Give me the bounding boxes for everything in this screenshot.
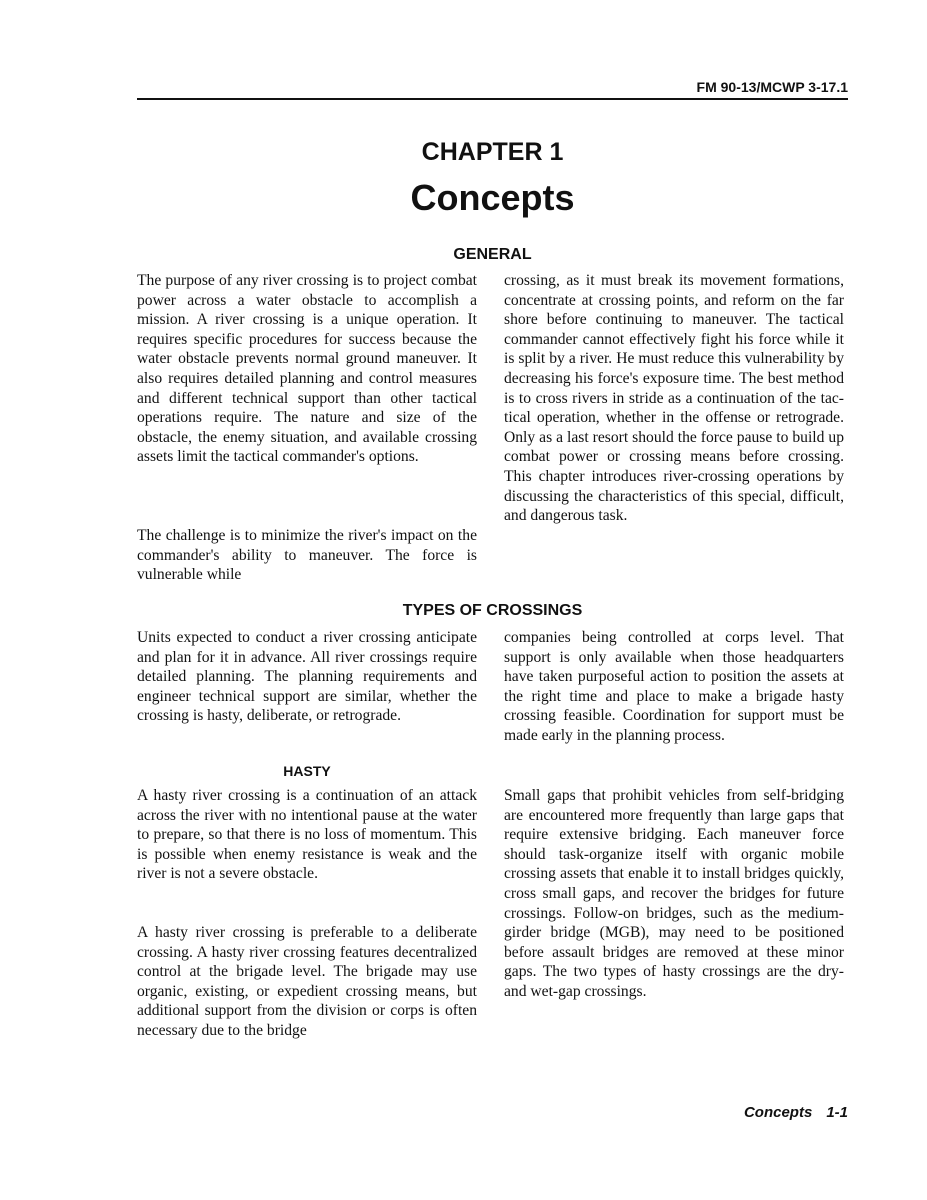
paragraph: A hasty river crossing is a continuation of an attack across the river with no intentional pause at the water to prepare, so that there is no loss of momentum. This is possible when enemy resistance is weak and the river is not a severe obstacle. [137,787,477,883]
footer-section-name: Concepts [743,1104,813,1121]
page-footer [600,1104,848,1122]
paragraph: The challenge is to minimize the river's impact on the commander's ability to maneuver. The force is vulnerable while [137,527,477,584]
chapter-title: Concepts [410,177,575,218]
footer-page-number: 1-1 [826,1104,848,1121]
subsection-heading-hasty: HASTY [283,763,331,779]
chapter-label: CHAPTER 1 [421,138,564,166]
paragraph: Small gaps that prohibit vehicles from self-bridging are encountered more frequently than large gaps that require extensive bridging. Each maneuver force should task-organize itself with organic mobile crossing assets that enable it to install bridges quickly, cross small gaps, and recover the bridges for future crossings. Follow-on bridges, such as the medium-girder bridge (MGB), may need to be positioned before assault bridges are removed at these minor gaps. The two types of hasty crossings are the dry- and wet-gap crossings. [504,787,844,1000]
paragraph: crossing, as it must break its movement formations, concentrate at crossing points, and reform on the far shore before continuing to maneuver. The tactical commander cannot effectively fight his force while it is split by a river. He must reduce this vulnerability by decreasing his force's exposure time. The best method is to cross rivers in stride as a continuation of the tactical operation, whether in the offense or retrograde. Only as a last resort should the force pause to build up combat power or crossing means before crossing. This chapter introduces river-crossing operations by discussing the characteristics of this special, difficult, and dangerous task. [504,272,844,525]
header-rule [137,98,848,100]
section-heading-general: GENERAL [453,246,532,263]
paragraph: companies being controlled at corps level. That support is only available when those headquarters have taken purposeful action to position the assets at the right time and place to make a brigade hasty crossing feasible. Coordination for support must be made early in the planning process. [504,629,844,744]
paragraph: A hasty river crossing is preferable to a deliberate crossing. A hasty river crossing features decentralized control at the brigade level. The brigade may use organic, existing, or expedient crossing means, but additional support from the division or corps is often necessary due to the bridge [137,924,477,1039]
paragraph: Units expected to conduct a river crossing anticipate and plan for it in advance. All river crossings require detailed planning. The planning requirements and engineer technical support are similar, whether the crossing is hasty, deliberate, or retrograde. [137,629,477,725]
paragraph: The purpose of any river crossing is to project combat power across a water obstacle to accomplish a mission. A river crossing is a unique operation. It requires specific procedures for success because the water obstacle prevents normal ground maneuver. It also requires detailed planning and control measures and different technical support than other tactical operations require. The nature and size of the obstacle, the enemy situation, and available crossing assets limit the tactical commander's options. [137,272,477,466]
section-heading-types-of-crossings: TYPES OF CROSSINGS [402,602,583,619]
running-head: FM 90-13/MCWP 3-17.1 [696,79,848,95]
